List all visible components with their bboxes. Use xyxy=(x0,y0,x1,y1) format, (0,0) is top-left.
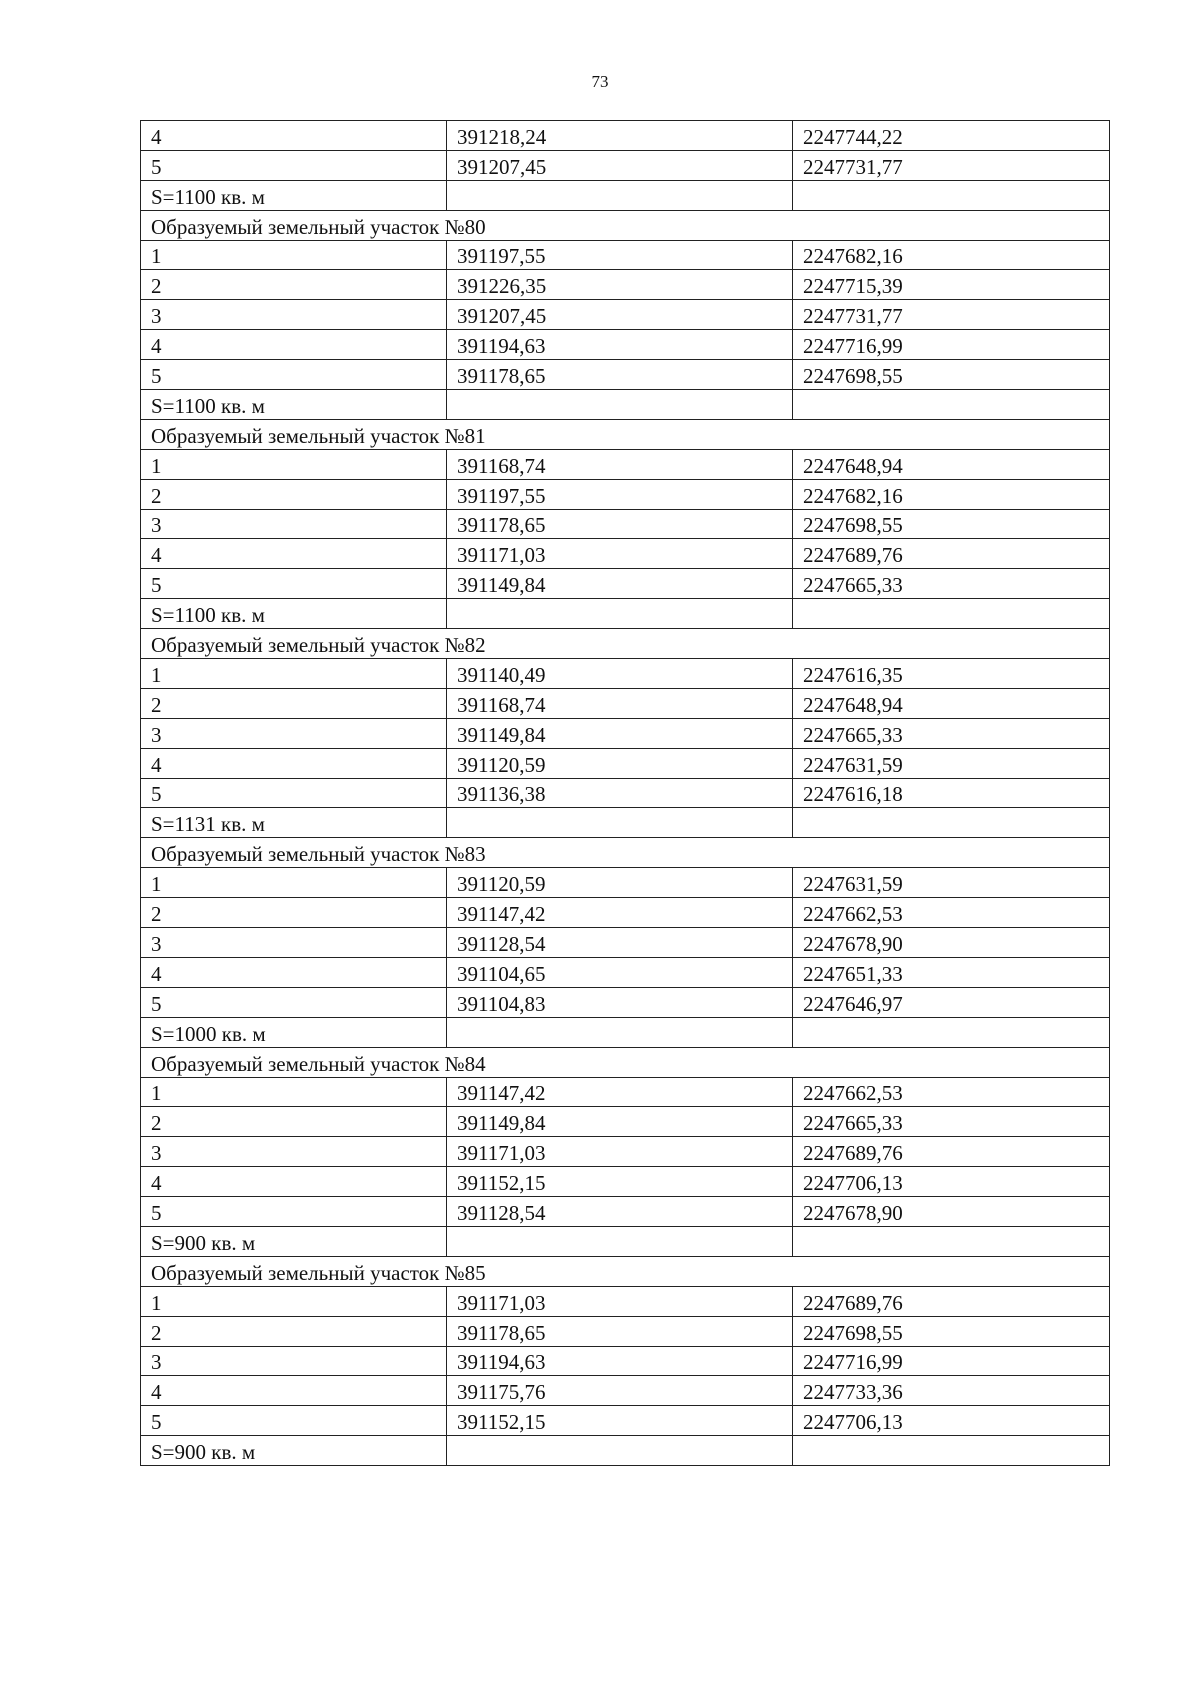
area-value: S=1000 кв. м xyxy=(141,1017,447,1047)
table-row xyxy=(141,240,1110,270)
coordinate-y: 2247715,39 xyxy=(793,270,1110,300)
coordinate-y: 2247731,77 xyxy=(793,300,1110,330)
table-row xyxy=(141,479,1110,509)
point-number: 3 xyxy=(141,928,447,958)
coordinate-y: 2247631,59 xyxy=(793,748,1110,778)
empty-cell xyxy=(793,390,1110,420)
table-row xyxy=(141,360,1110,390)
coordinate-y: 2247698,55 xyxy=(793,360,1110,390)
coordinate-y: 2247665,33 xyxy=(793,718,1110,748)
coordinate-y: 2247689,76 xyxy=(793,539,1110,569)
coordinate-y: 2247678,90 xyxy=(793,928,1110,958)
coordinate-x: 391197,55 xyxy=(447,479,793,509)
coordinate-x: 391168,74 xyxy=(447,688,793,718)
coordinate-x: 391178,65 xyxy=(447,1316,793,1346)
area-row xyxy=(141,390,1110,420)
area-row xyxy=(141,599,1110,629)
page-number: 73 xyxy=(591,72,609,91)
point-number: 2 xyxy=(141,479,447,509)
area-row xyxy=(141,1226,1110,1256)
coordinate-x: 391120,59 xyxy=(447,748,793,778)
coordinate-y: 2247682,16 xyxy=(793,240,1110,270)
coordinate-x: 391136,38 xyxy=(447,778,793,808)
point-number: 1 xyxy=(141,449,447,479)
parcel-title: Образуемый земельный участок №80 xyxy=(141,210,1110,240)
point-number: 4 xyxy=(141,748,447,778)
table-row xyxy=(141,898,1110,928)
table-row xyxy=(141,868,1110,898)
empty-cell xyxy=(447,599,793,629)
coordinate-x: 391152,15 xyxy=(447,1406,793,1436)
point-number: 2 xyxy=(141,1107,447,1137)
table-row xyxy=(141,1346,1110,1376)
coordinate-x: 391175,76 xyxy=(447,1376,793,1406)
parcel-header-row xyxy=(141,838,1110,868)
empty-cell xyxy=(447,1226,793,1256)
coordinate-x: 391197,55 xyxy=(447,240,793,270)
coordinate-y: 2247731,77 xyxy=(793,150,1110,180)
parcel-header-row xyxy=(141,1256,1110,1286)
parcel-title: Образуемый земельный участок №84 xyxy=(141,1047,1110,1077)
table-row xyxy=(141,688,1110,718)
coordinate-x: 391147,42 xyxy=(447,1077,793,1107)
coordinate-y: 2247682,16 xyxy=(793,479,1110,509)
point-number: 4 xyxy=(141,957,447,987)
coordinate-x: 391218,24 xyxy=(447,121,793,151)
table-row xyxy=(141,1286,1110,1316)
coordinate-y: 2247716,99 xyxy=(793,1346,1110,1376)
coordinate-x: 391178,65 xyxy=(447,360,793,390)
parcel-header-row xyxy=(141,629,1110,659)
point-number: 4 xyxy=(141,121,447,151)
coordinate-x: 391207,45 xyxy=(447,300,793,330)
table-row xyxy=(141,150,1110,180)
table-row xyxy=(141,1406,1110,1436)
parcel-header-row xyxy=(141,1047,1110,1077)
coordinate-y: 2247716,99 xyxy=(793,330,1110,360)
coordinate-y: 2247616,18 xyxy=(793,778,1110,808)
point-number: 1 xyxy=(141,659,447,689)
point-number: 4 xyxy=(141,539,447,569)
table-row xyxy=(141,1107,1110,1137)
point-number: 1 xyxy=(141,1286,447,1316)
coordinate-x: 391140,49 xyxy=(447,659,793,689)
table-row xyxy=(141,300,1110,330)
table-row xyxy=(141,539,1110,569)
table-row xyxy=(141,659,1110,689)
coordinate-x: 391128,54 xyxy=(447,1197,793,1227)
coordinate-y: 2247689,76 xyxy=(793,1137,1110,1167)
point-number: 2 xyxy=(141,1316,447,1346)
point-number: 3 xyxy=(141,718,447,748)
point-number: 1 xyxy=(141,868,447,898)
coordinate-y: 2247665,33 xyxy=(793,1107,1110,1137)
point-number: 5 xyxy=(141,1197,447,1227)
coordinates-table xyxy=(140,120,1110,1466)
point-number: 4 xyxy=(141,330,447,360)
coordinate-y: 2247648,94 xyxy=(793,688,1110,718)
table-row xyxy=(141,1077,1110,1107)
area-value: S=900 кв. м xyxy=(141,1436,447,1466)
area-value: S=1100 кв. м xyxy=(141,599,447,629)
empty-cell xyxy=(793,1436,1110,1466)
area-value: S=1100 кв. м xyxy=(141,390,447,420)
point-number: 3 xyxy=(141,300,447,330)
coordinate-y: 2247678,90 xyxy=(793,1197,1110,1227)
table-row xyxy=(141,1376,1110,1406)
parcel-header-row xyxy=(141,210,1110,240)
coordinate-y: 2247706,13 xyxy=(793,1167,1110,1197)
coordinate-y: 2247662,53 xyxy=(793,898,1110,928)
coordinate-y: 2247706,13 xyxy=(793,1406,1110,1436)
table-row xyxy=(141,778,1110,808)
coordinate-x: 391226,35 xyxy=(447,270,793,300)
coordinate-y: 2247698,55 xyxy=(793,509,1110,539)
point-number: 5 xyxy=(141,1406,447,1436)
table-row xyxy=(141,569,1110,599)
empty-cell xyxy=(793,599,1110,629)
point-number: 4 xyxy=(141,1167,447,1197)
empty-cell xyxy=(793,180,1110,210)
point-number: 2 xyxy=(141,898,447,928)
point-number: 5 xyxy=(141,569,447,599)
coordinate-x: 391128,54 xyxy=(447,928,793,958)
coordinate-x: 391168,74 xyxy=(447,449,793,479)
empty-cell xyxy=(447,390,793,420)
point-number: 5 xyxy=(141,360,447,390)
table-row xyxy=(141,718,1110,748)
coordinate-x: 391171,03 xyxy=(447,1137,793,1167)
table-row xyxy=(141,509,1110,539)
coordinate-x: 391104,65 xyxy=(447,957,793,987)
table-row xyxy=(141,1137,1110,1167)
area-value: S=1131 кв. м xyxy=(141,808,447,838)
coordinate-x: 391149,84 xyxy=(447,718,793,748)
coordinates-table-body xyxy=(141,121,1110,1466)
coordinate-y: 2247646,97 xyxy=(793,987,1110,1017)
parcel-title: Образуемый земельный участок №83 xyxy=(141,838,1110,868)
area-value: S=1100 кв. м xyxy=(141,180,447,210)
point-number: 1 xyxy=(141,240,447,270)
parcel-title: Образуемый земельный участок №82 xyxy=(141,629,1110,659)
parcel-title: Образуемый земельный участок №81 xyxy=(141,419,1110,449)
point-number: 2 xyxy=(141,270,447,300)
table-row xyxy=(141,1316,1110,1346)
coordinate-x: 391171,03 xyxy=(447,1286,793,1316)
coordinate-y: 2247616,35 xyxy=(793,659,1110,689)
coordinate-y: 2247651,33 xyxy=(793,957,1110,987)
table-row xyxy=(141,121,1110,151)
table-row xyxy=(141,1197,1110,1227)
coordinate-x: 391171,03 xyxy=(447,539,793,569)
area-row xyxy=(141,808,1110,838)
table-row xyxy=(141,449,1110,479)
coordinate-y: 2247665,33 xyxy=(793,569,1110,599)
point-number: 1 xyxy=(141,1077,447,1107)
table-row xyxy=(141,270,1110,300)
area-value: S=900 кв. м xyxy=(141,1226,447,1256)
point-number: 3 xyxy=(141,1346,447,1376)
coordinate-y: 2247631,59 xyxy=(793,868,1110,898)
point-number: 5 xyxy=(141,778,447,808)
coordinate-y: 2247733,36 xyxy=(793,1376,1110,1406)
coordinate-x: 391194,63 xyxy=(447,1346,793,1376)
parcel-title: Образуемый земельный участок №85 xyxy=(141,1256,1110,1286)
coordinate-x: 391149,84 xyxy=(447,569,793,599)
coordinate-y: 2247744,22 xyxy=(793,121,1110,151)
empty-cell xyxy=(793,1017,1110,1047)
table-row xyxy=(141,330,1110,360)
empty-cell xyxy=(447,1017,793,1047)
coordinate-x: 391152,15 xyxy=(447,1167,793,1197)
area-row xyxy=(141,1436,1110,1466)
coordinate-x: 391178,65 xyxy=(447,509,793,539)
coordinate-y: 2247689,76 xyxy=(793,1286,1110,1316)
area-row xyxy=(141,1017,1110,1047)
coordinate-x: 391149,84 xyxy=(447,1107,793,1137)
coordinate-x: 391120,59 xyxy=(447,868,793,898)
coordinate-y: 2247648,94 xyxy=(793,449,1110,479)
table-row xyxy=(141,1167,1110,1197)
table-row xyxy=(141,928,1110,958)
coordinate-x: 391207,45 xyxy=(447,150,793,180)
coordinate-y: 2247662,53 xyxy=(793,1077,1110,1107)
coordinate-x: 391194,63 xyxy=(447,330,793,360)
empty-cell xyxy=(447,180,793,210)
point-number: 4 xyxy=(141,1376,447,1406)
table-row xyxy=(141,748,1110,778)
coordinate-x: 391147,42 xyxy=(447,898,793,928)
empty-cell xyxy=(793,1226,1110,1256)
coordinate-y: 2247698,55 xyxy=(793,1316,1110,1346)
parcel-header-row xyxy=(141,419,1110,449)
point-number: 3 xyxy=(141,1137,447,1167)
empty-cell xyxy=(793,808,1110,838)
empty-cell xyxy=(447,1436,793,1466)
point-number: 5 xyxy=(141,987,447,1017)
point-number: 5 xyxy=(141,150,447,180)
table-row xyxy=(141,987,1110,1017)
coordinate-x: 391104,83 xyxy=(447,987,793,1017)
table-row xyxy=(141,957,1110,987)
point-number: 2 xyxy=(141,688,447,718)
empty-cell xyxy=(447,808,793,838)
area-row xyxy=(141,180,1110,210)
point-number: 3 xyxy=(141,509,447,539)
